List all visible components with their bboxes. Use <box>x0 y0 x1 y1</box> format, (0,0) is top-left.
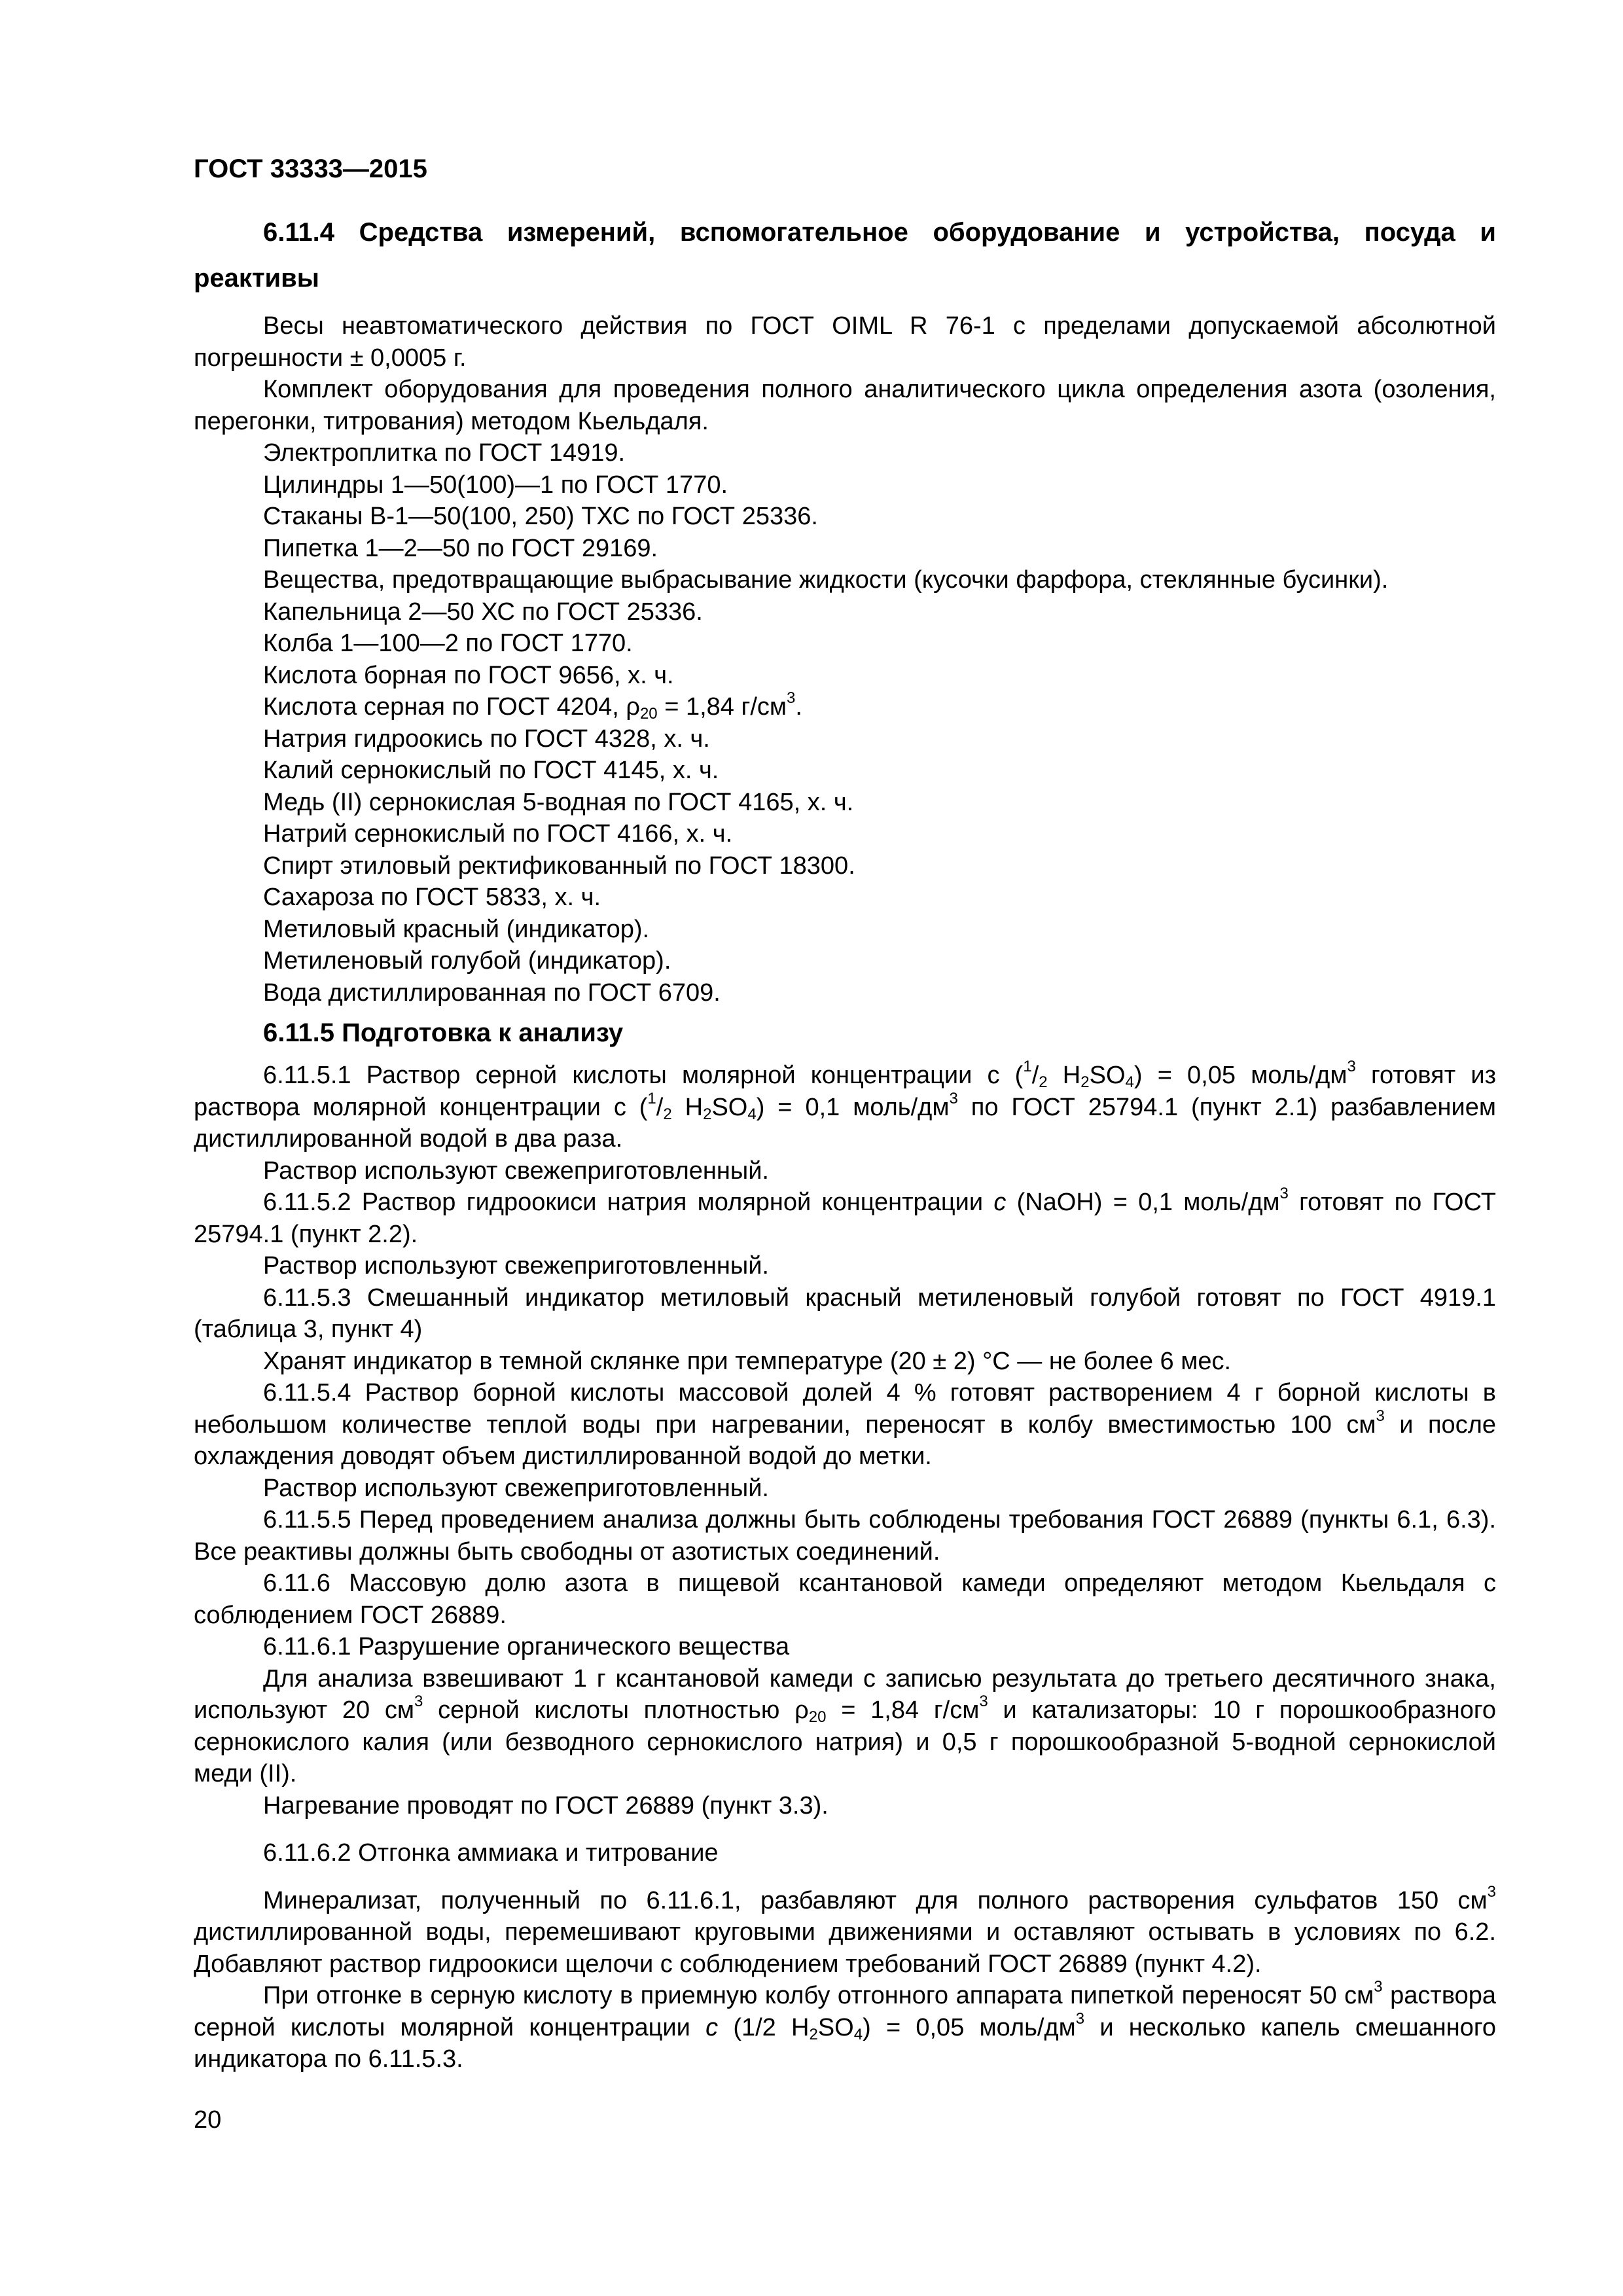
document-header: ГОСТ 33333—2015 <box>194 154 427 183</box>
reagent-item: Натрия гидроокись по ГОСТ 4328, х. ч. <box>263 725 710 753</box>
equipment-item: Колба 1—100—2 по ГОСТ 1770. <box>263 630 633 657</box>
equipment-item: Капельница 2—50 ХС по ГОСТ 25336. <box>263 598 703 626</box>
paragraph-storage: Хранят индикатор в темной склянке при температуре (20 ± 2) °С — не более 6 мес. <box>263 1347 1232 1375</box>
page-number: 20 <box>194 2106 222 2134</box>
equipment-item: Вещества, предотвращающие выбрасывание жидкости (кусочки фарфора, стеклянные бусинки). <box>263 566 1389 594</box>
equipment-item: Комплект оборудования для проведения полного аналитического цикла определения азота (озоления, перегонки, титрования) методом Кьельдаля. <box>194 376 1496 435</box>
reagent-item: Калий сернокислый по ГОСТ 4145, х. ч. <box>263 757 719 784</box>
paragraph-digestion: Для анализа взвешивают 1 г ксантановой камеди с записью результата до третьего десятичного знака, используют 20 $см^3$ серной кислоты плотностью $\rho_{20} = 1,84$ $г/см^3$ и катализаторы: 10 г порошкообразного сернокислого калия (или безводного сернокислого натрия) и 0,5 г порошкообразной 5-водной сернокислой меди (II). <box>194 1664 1496 1787</box>
reagent-item: Медь (II) сернокислая 5-водная по ГОСТ 4165, х. ч. <box>263 788 854 816</box>
paragraph-6-11-5-3: 6.11.5.3 Смешанный индикатор метиловый красный метиленовый голубой готовят по ГОСТ 4919.1 (таблица 3, пункт 4) <box>194 1283 1496 1343</box>
paragraph-6-11-5-1: 6.11.5.1 Раствор серной кислоты молярной концентрации с ($^1/_2$ $H_2SO_4) = 0,05$ моль/$дм^3$ готовят из раствора молярной концентрации с ($^1/_2$ $H_2SO_4) = 0,1$ моль/$дм^3$ по ГОСТ 25794.1 (пункт 2.1) разбавлением дистиллированной водой в два раза. <box>194 1058 1497 1153</box>
reagent-item: Вода дистиллированная по ГОСТ 6709. <box>263 978 721 1007</box>
equipment-item: Кислота борная по ГОСТ 9656, х. ч. <box>263 661 674 689</box>
equipment-item: Стаканы В-1—50(100, 250) ТХС по ГОСТ 25336. <box>263 503 818 530</box>
equipment-item: Пипетка 1—2—50 по ГОСТ 29169. <box>263 534 658 562</box>
paragraph-6-11-6-1: 6.11.6.1 Разрушение органического вещества <box>263 1633 790 1660</box>
paragraph-6-11-6: 6.11.6 Массовую долю азота в пищевой ксантановой камеди определяют методом Кьельдаля с соблюдением ГОСТ 26889. <box>194 1570 1496 1629</box>
paragraph-mineralizate: Минерализат, полученный по 6.11.6.1, разбавляют для полного растворения сульфатов 150 $см^3$ дистиллированной воды, перемешивают круговыми движениями и оставляют остывать в условиях по 6.2. Добавляют раствор гидроокиси щелочи с соблюдением требований ГОСТ 26889 (пункт 4.2). <box>194 1882 1496 1978</box>
paragraph-fresh: Раствор используют свежеприготовленный. <box>263 1157 769 1185</box>
paragraph-6-11-5-2: 6.11.5.2 Раствор гидроокиси натрия молярной концентрации с (NaOH) = 0,1 моль/$дм^3$ готовят по ГОСТ 25794.1 (пункт 2.2). <box>194 1185 1496 1248</box>
reagent-item: Спирт этиловый ректификованный по ГОСТ 18300. <box>263 852 855 880</box>
reagent-item: Сахароза по ГОСТ 5833, х. ч. <box>263 884 601 911</box>
paragraph-distillation: При отгонке в серную кислоту в приемную колбу отгонного аппарата пипеткой переносят 50 $см^3$ раствора серной кислоты молярной концентрации с (1/2 $H_2SO_4) = 0,05$ моль/$дм^3$ и несколько капель смешанного индикатора по 6.11.5.3. <box>194 1978 1497 2073</box>
paragraph-fresh: Раствор используют свежеприготовленный. <box>263 1252 769 1280</box>
reagent-sulfuric-acid: Кислота серная по ГОСТ 4204, $\rho_{20} = 1,84$ $г/см^3$. <box>263 689 802 723</box>
reagent-item: Метиленовый голубой (индикатор). <box>263 947 671 975</box>
section-6-11-4-title: 6.11.4 Средства измерений, вспомогательное оборудование и устройства, посуда и <box>263 218 1496 247</box>
paragraph-6-11-5-4: 6.11.5.4 Раствор борной кислоты массовой долей 4 % готовят растворением 4 г борной кислоты в небольшом количестве теплой воды при нагревании, переносят в колбу вместимостью 100 $см^3$ и после охлаждения доводят объем дистиллированной водой до метки. <box>194 1379 1496 1470</box>
reagent-item: Метиловый красный (индикатор). <box>263 915 650 943</box>
paragraph-fresh: Раствор используют свежеприготовленный. <box>263 1474 769 1502</box>
paragraph-6-11-6-2: 6.11.6.2 Отгонка аммиака и титрование <box>263 1839 719 1867</box>
reagent-item: Натрий сернокислый по ГОСТ 4166, х. ч. <box>263 820 733 848</box>
page-content <box>194 149 1496 2075</box>
section-6-11-4-title-cont: реактивы <box>194 264 319 293</box>
paragraph-6-11-5-5: 6.11.5.5 Перед проведением анализа должны быть соблюдены требования ГОСТ 26889 (пункты 6.1, 6.3). Все реактивы должны быть свободны от азотистых соединений. <box>194 1506 1496 1566</box>
paragraph-heating: Нагревание проводят по ГОСТ 26889 (пункт 3.3). <box>263 1791 829 1820</box>
equipment-item: Цилиндры 1—50(100)—1 по ГОСТ 1770. <box>263 471 728 499</box>
equipment-item: Электроплитка по ГОСТ 14919. <box>263 439 626 467</box>
equipment-item: Весы неавтоматического действия по ГОСТ OIML R 76-1 с пределами допускаемой абсолютной погрешности ± 0,0005 г. <box>194 312 1496 372</box>
section-6-11-5-title: 6.11.5 Подготовка к анализу <box>263 1018 624 1047</box>
